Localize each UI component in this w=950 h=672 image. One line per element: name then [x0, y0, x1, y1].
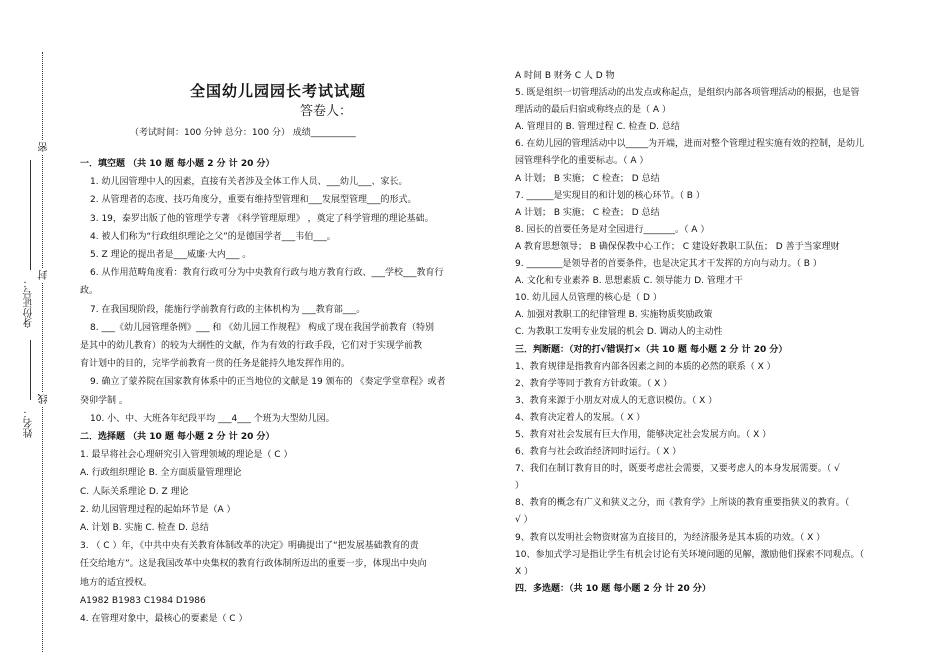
- name-line: [30, 340, 31, 400]
- right-line: 5、教育对社会发展有巨大作用，能够决定社会发展方向。（ X ）: [515, 429, 772, 440]
- left-section-heading: 二．选择题 （共 10 题 每小题 2 分 计 20 分）: [80, 432, 275, 443]
- left-line: 4. 被人们称为“行政组织理论之父”的是德国学者___韦伯___。: [90, 231, 336, 242]
- left-line: 政。: [80, 286, 99, 297]
- right-line: 2、教育学等同于教育方针政策。（ X ）: [515, 378, 673, 389]
- right-line: X ）: [515, 566, 534, 577]
- left-line: 1. 幼儿园管理中人的因素，直接有关者涉及全体工作人员、___幼儿___、家长。: [90, 177, 408, 188]
- right-line: 6、教育与社会政治经济同时运行。（ X ）: [515, 447, 682, 458]
- seal-mark-xian: 线: [39, 394, 50, 404]
- left-line: 癸卯学制 。: [80, 395, 128, 406]
- left-line: 3. （ C ）年，《中共中央有关教育体制改革的决定》明确提出了“把发展基础教育的责: [80, 541, 419, 552]
- left-line: A1982 B1983 C1984 D1986: [80, 595, 206, 606]
- right-line: 5. 既是组织一切管理活动的出发点或称起点，是组织内部各项管理活动的根据，也是管: [515, 88, 860, 99]
- right-line: 3、教育来源于小朋友对成人的无意识模仿。（ X ）: [515, 395, 718, 406]
- left-line: C. 人际关系理论 D. Z 理论: [80, 486, 189, 497]
- exam-meta: （考试时间：100 分钟 总分：100 分） 成绩__________: [130, 128, 356, 138]
- right-line: A 教育思想领导； B 确保保教中心工作； C 建设好教职工队伍； D 善于当家理财: [515, 241, 840, 252]
- right-line: A. 加强对教职工的纪律管理 B. 实施物质奖励政策: [515, 310, 713, 321]
- left-line: 4. 在管理对象中，最核心的要素是（ C ）: [80, 614, 248, 625]
- left-line: 地方的适宜授权。: [80, 577, 153, 588]
- left-section-heading: 一．填空题 （共 10 题 每小题 2 分 计 20 分）: [80, 159, 275, 169]
- signer-label: 答卷人：: [300, 104, 353, 119]
- seal-mark-feng: 封: [39, 270, 50, 280]
- right-line: A 时间 B 财务 C 人 D 物: [515, 71, 615, 81]
- left-line: A. 行政组织理论 B. 全方面质量管理理论: [80, 468, 242, 479]
- right-line: 9. ________是领导者的首要条件，也是决定其才干发挥的方向与动力。（ B ）: [515, 259, 822, 270]
- left-line: 育计划中的目的，完毕学前教育一贯的任务是能持久地发挥作用的。: [80, 359, 351, 370]
- left-line: 8. ___《幼儿园管理条例》___ 和 《幼儿园工作规程》 构成了现在我国学前教育（特别: [90, 322, 435, 333]
- right-line: 10. 幼儿园人员管理的核心是（ D ）: [515, 293, 662, 304]
- right-line: 1、教育规律是指教育内部各因素之间的本质的必然的联系（ X ）: [515, 361, 776, 372]
- right-line: A 计划； B 实施； C 检查； D 总结: [515, 173, 660, 184]
- right-line: 8、教育的概念有广义和狭义之分，而《教育学》上所谈的教育重要指狭义的教育。（: [515, 498, 850, 509]
- right-line: C. 为教职工发明专业发展的机会 D. 调动人的主动性: [515, 327, 723, 338]
- right-line: ）: [515, 481, 525, 492]
- right-line: 10、参加式学习是指让学生有机会讨论有关环境问题的见解，激励他们探索不同观点。（: [515, 549, 864, 560]
- right-line: 园管理科学化的重要标志。（ A ）: [515, 156, 649, 167]
- left-line: 2. 从管理者的态度、技巧角度分，重要有维持型管理和___发展型管理___的形式。: [90, 195, 417, 206]
- binding-margin: [0, 0, 60, 672]
- seal-mark-mi: 密: [39, 142, 50, 152]
- left-line: 7. 在我国现阶段，能施行学前教育行政的主体机构为 ___教育部___。: [90, 304, 366, 315]
- left-column: [80, 155, 490, 628]
- right-section-heading: 四．多选题：（共 10 题 每小题 2 分 计 20 分）: [515, 583, 711, 594]
- right-section-heading: 三．判断题：（对的打√错误打×（共 10 题 每小题 2 分 计 20 分）: [515, 344, 788, 355]
- right-line: 6. 在幼儿园的管理活动中以_____为开端，进而对整个管理过程实施有效的控制，是幼儿: [515, 139, 864, 150]
- left-line: 6. 从作用范畴角度看：教育行政可分为中央教育行政与地方教育行政、___学校___教育行: [90, 268, 444, 279]
- right-line: 7、我们在制订教育目的时，既要考虑社会需要，又要考虑人的本身发展需要。（ √: [515, 464, 840, 475]
- right-line: A. 管理目的 B. 管理过程 C. 检查 D. 总结: [515, 122, 680, 133]
- id-number-line: [30, 160, 31, 270]
- right-line: 8. 园长的首要任务是对全园进行_______。（ A ）: [515, 224, 710, 235]
- id-number-label: 身份证号：: [24, 278, 35, 328]
- left-line: 2. 幼儿园管理过程的起始环节是（A ）: [80, 504, 236, 515]
- left-line: 是其中的幼儿教育）的较为大纲性的文献，作为有效的行政手段，它们对于实现学前教: [80, 341, 423, 352]
- right-line: 4、教育决定着人的发展。（ X ）: [515, 412, 646, 423]
- exam-title: 全国幼儿园园长考试试题: [190, 82, 367, 100]
- left-line: 9. 确立了蒙养院在国家教育体系中的正当地位的文献是 19 颁布的 《奏定学堂章程》或者: [90, 377, 446, 388]
- right-line: A 计划； B 实施； C 检查； D 总结: [515, 207, 660, 218]
- right-line: 7. ______是实现目的和计划的核心环节。（ B ）: [515, 190, 705, 201]
- right-line: √ ）: [515, 515, 533, 526]
- left-line: 任交给地方”。这是我国改革中央集权的教育行政体制所迈出的重要一步，体现出中央向: [80, 559, 427, 570]
- left-line: 5. Z 理论的提出者是___威廉·大内___ 。: [90, 250, 252, 261]
- left-line: 10. 小、中、大班各年纪段平均 ___4___ 个班为大型幼儿园。: [90, 413, 335, 424]
- right-line: 理活动的最后归宿或称终点的是（ A ）: [515, 105, 671, 116]
- right-column: [515, 68, 910, 598]
- right-line: A. 文化和专业素养 B. 思想素质 C. 领导能力 D. 管理才干: [515, 276, 743, 287]
- left-line: 1. 最早将社会心理研究引入管理领域的理论是（ C ）: [80, 450, 293, 461]
- left-line: A. 计划 B. 实施 C. 检查 D. 总结: [80, 523, 209, 534]
- left-line: 3. 19，泰罗出版了他的管理学专著 《科学管理原理》 ，奠定了科学管理的理论基础。: [90, 213, 434, 224]
- name-label: 姓名：: [24, 408, 35, 438]
- right-line: 9、教育以发明社会物资财富为直接目的，为经济服务是其本质的功效。（ X ）: [515, 532, 826, 543]
